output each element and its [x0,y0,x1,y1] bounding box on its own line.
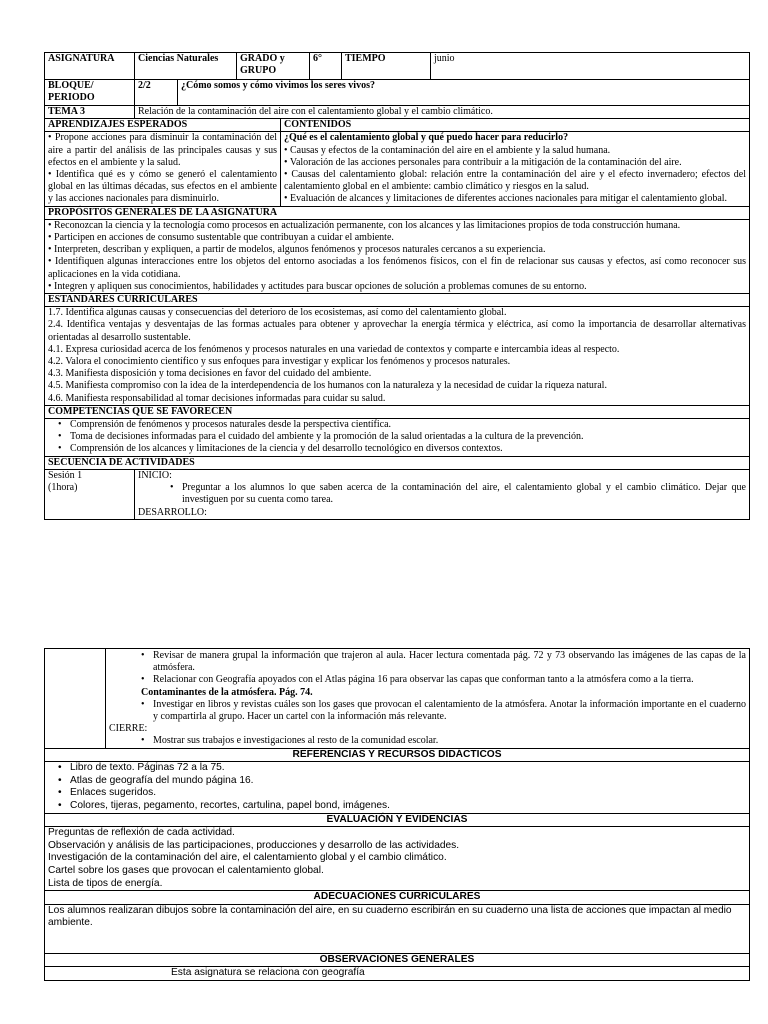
bloque-value: 2/2 [135,80,178,106]
asignatura-label: ASIGNATURA [45,53,135,80]
aprendizaje-item: • Propone acciones para disminuir la contaminación del aire a partir del análisis de las principales causas y sus efectos en el ambiente y la salud. [48,132,277,168]
contenidos-heading: CONTENIDOS [281,119,750,132]
bloque-title: ¿Cómo somos y cómo vivimos los seres vivos? [178,80,750,106]
desarrollo-item: • Revisar de manera grupal la información que trajeron al aula. Hacer lectura comentada pág. 72 y 73 observando las imágenes de las capas de la atmósfera. [109,650,746,674]
evaluacion-line: Observación y análisis de las participaciones, producciones y desarrollo de las actividades. [48,839,460,851]
observaciones-text: Esta asignatura se relaciona con geografía [171,967,365,979]
competencia-item: • Comprensión de fenómenos y procesos naturales desde la perspectiva científica. [48,419,746,431]
referencias-cell [45,762,750,813]
competencias-heading: COMPETENCIAS QUE SE FAVORECEN [45,405,750,418]
referencia-item: • Atlas de geografía del mundo página 16. [48,775,746,788]
adecuaciones-row [45,904,750,953]
proposito-item: • Reconozcan la ciencia y la tecnología como procesos en actualización permanente, con los alcances y las limitaciones propios de toda construcción humana. [48,219,681,231]
cierre-item: • Mostrar sus trabajos e investigaciones al resto de la comunidad escolar. [109,735,746,747]
observaciones-heading: OBSERVACIONES GENERALES [45,953,750,967]
estandares-row [45,307,750,406]
adecuaciones-heading: ADECUACIONES CURRICULARES [45,891,750,905]
desarrollo-continuation-cell [106,649,750,749]
aprendizaje-item: • Identifica qué es y cómo se generó el calentamiento global en las últimas décadas, sus efectos en el ambiente y las acciones nacionales para disminuirlo. [48,169,277,205]
tiempo-label: TIEMPO [342,53,431,80]
secuencia-heading-row [45,456,750,469]
aprendizajes-heading: APRENDIZAJES ESPERADOS [45,119,281,132]
bloque-label: BLOQUE/ PERIODO [45,80,135,106]
observaciones-heading-row [45,953,750,967]
aprendizajes-contenidos-heading-row [45,119,750,132]
competencia-item: • Comprensión de los alcances y limitaciones de la ciencia y del desarrollo tecnológico en diversos contextos. [48,443,746,455]
referencias-heading: REFERENCIAS Y RECURSOS DIDÁCTICOS [45,748,750,762]
adecuaciones-heading-row [45,891,750,905]
proposito-item: • Integren y apliquen sus conocimientos, habilidades y actitudes para buscar opciones de solución a problemas comunes de su entorno. [48,280,587,292]
header-row-1 [45,53,750,80]
competencias-row [45,419,750,457]
tema-label: TEMA 3 [45,106,135,119]
asignatura-value: Ciencias Naturales [135,53,237,80]
inicio-label: INICIO: [138,469,172,481]
contaminantes-subheading: Contaminantes de la atmósfera. Pág. 74. [141,686,313,698]
contenido-item: • Evaluación de alcances y limitaciones de diferentes acciones nacionales para mitigar el calentamiento global. [284,193,728,205]
evaluacion-line: Lista de tipos de energía. [48,877,163,889]
competencias-heading-row [45,405,750,418]
sesion-continuation-cell [45,649,106,749]
tema-value: Relación de la contaminación del aire con el calentamiento global y el cambio climático. [135,106,750,119]
contenidos-question: ¿Qué es el calentamiento global y qué puedo hacer para reducirlo? [284,132,569,144]
aprendizajes-contenidos-row [45,132,750,206]
sesion-duration: (1hora) [48,482,78,494]
referencias-row [45,762,750,813]
desarrollo-item: • Relacionar con Geografía apoyados con el Atlas página 16 para observar las capas que conforman tanto a la atmósfera como a la tierra. [109,674,746,686]
grado-label: GRADO y GRUPO [237,53,310,80]
propositos-row [45,219,750,293]
referencias-heading-row [45,748,750,762]
propositos-heading-row [45,206,750,219]
observaciones-cell [45,967,750,981]
evaluacion-heading-row [45,813,750,827]
estandar-item: 4.6. Manifiesta responsabilidad al tomar decisiones informadas para cuidar su salud. [48,392,386,404]
contenido-item: • Causas del calentamiento global: relación entre la contaminación del aire y el efecto invernadero; efectos del calentamiento global en el ambiente: cambio climático y riesgos en la salud. [284,169,746,193]
planning-page-1 [44,52,749,520]
estandar-item: 4.1. Expresa curiosidad acerca de los fenómenos y procesos naturales en una variedad de contextos y comparte e intercambia ideas al respecto. [48,343,620,355]
estandar-item: 4.3. Manifiesta disposición y toma decisiones en favor del cuidado del ambiente. [48,368,372,380]
header-row-2 [45,80,750,106]
planning-page-2 [44,648,749,981]
evaluacion-cell [45,827,750,891]
desarrollo-label: DESARROLLO: [138,506,207,518]
evaluacion-line: Cartel sobre los gases que provocan el calentamiento global. [48,864,324,876]
contenido-item: • Valoración de las acciones personales para contribuir a la mitigación de la contaminación del aire. [284,156,682,168]
secuencia-heading: SECUENCIA DE ACTIVIDADES [45,456,750,469]
estandares-cell [45,307,750,406]
estandares-heading: ESTANDARES CURRICULARES [45,294,750,307]
referencia-item: • Colores, tijeras, pegamento, recortes, cartulina, papel bond, imágenes. [48,800,746,813]
propositos-cell [45,219,750,293]
sesion-row [45,469,750,519]
adecuaciones-text: Los alumnos realizaran dibujos sobre la contaminación del aire, en su cuaderno escribirán en su cuaderno una lista de acciones que impactan al medio ambiente. [48,904,732,929]
evaluacion-line: Investigación de la contaminación del aire, el calentamiento global y el cambio climático. [48,852,447,864]
evaluacion-heading: EVALUACIÓN Y EVIDENCIAS [45,813,750,827]
evaluacion-line: Preguntas de reflexión de cada actividad. [48,827,235,839]
actividades-cell [135,469,750,519]
evaluacion-row [45,827,750,891]
tema-row [45,106,750,119]
contenidos-cell [281,132,750,206]
planning-table-2 [44,648,750,981]
estandar-item: 4.5. Manifiesta compromiso con la idea de la interdependencia de los humanos con la naturaleza y la necesidad de cuidar la riqueza natural. [48,380,607,392]
referencia-item: • Libro de texto. Páginas 72 a la 75. [48,762,746,775]
propositos-heading: PROPÓSITOS GENERALES DE LA ASIGNATURA [45,206,750,219]
observaciones-row [45,967,750,981]
proposito-item: • Identifiquen algunas interacciones entre los objetos del entorno asociadas a los fenómenos físicos, con el fin de relacionar sus causas y efectos, así como reconocer sus aplicaciones en la vida cotidiana. [48,256,746,280]
grado-value: 6° [310,53,342,80]
desarrollo-continuation-row [45,649,750,749]
estandar-item: 4.2. Valora el conocimiento científico y sus enfoques para investigar y explicar los fenómenos y procesos naturales. [48,356,511,368]
referencia-item: • Enlaces sugeridos. [48,787,746,800]
sesion-cell [45,469,135,519]
proposito-item: • Interpreten, describan y expliquen, a partir de modelos, algunos fenómenos y procesos naturales cercanos a su experiencia. [48,244,546,256]
competencias-cell [45,419,750,457]
desarrollo-item: • Investigar en libros y revistas cuáles son los gases que provocan el calentamiento de la atmósfera. Anotar la información importante en el cuaderno y compartirla al grupo. Hacer un cartel con la información más relevante. [109,699,746,723]
sesion-label: Sesión 1 [48,469,83,481]
proposito-item: • Participen en acciones de consumo sustentable que contribuyan a cuidar el ambiente. [48,232,394,244]
adecuaciones-cell [45,904,750,953]
estandar-item: 1.7. Identifica algunas causas y consecuencias del deterioro de los ecosistemas, así como del calentamiento global. [48,307,507,319]
planning-table-1 [44,52,750,520]
cierre-label: CIERRE: [109,723,148,735]
estandares-heading-row [45,294,750,307]
estandar-item: 2.4. Identifica ventajas y desventajas de las formas actuales para obtener y aprovechar la energía térmica y eléctrica, así como la importancia de desarrollar alternativas orientadas al desarrollo sustentable. [48,319,746,343]
tiempo-value: junio [431,53,750,80]
competencia-item: • Toma de decisiones informadas para el cuidado del ambiente y la promoción de la salud orientadas a la cultura de la prevención. [48,431,746,443]
contenido-item: • Causas y efectos de la contaminación del aire en el ambiente y la salud humana. [284,144,611,156]
aprendizajes-cell [45,132,281,206]
inicio-item: • Preguntar a los alumnos lo que saben acerca de la contaminación del aire, el calentamiento global y el cambio climático. Dejar que investiguen por su cuenta como tarea. [138,482,746,506]
